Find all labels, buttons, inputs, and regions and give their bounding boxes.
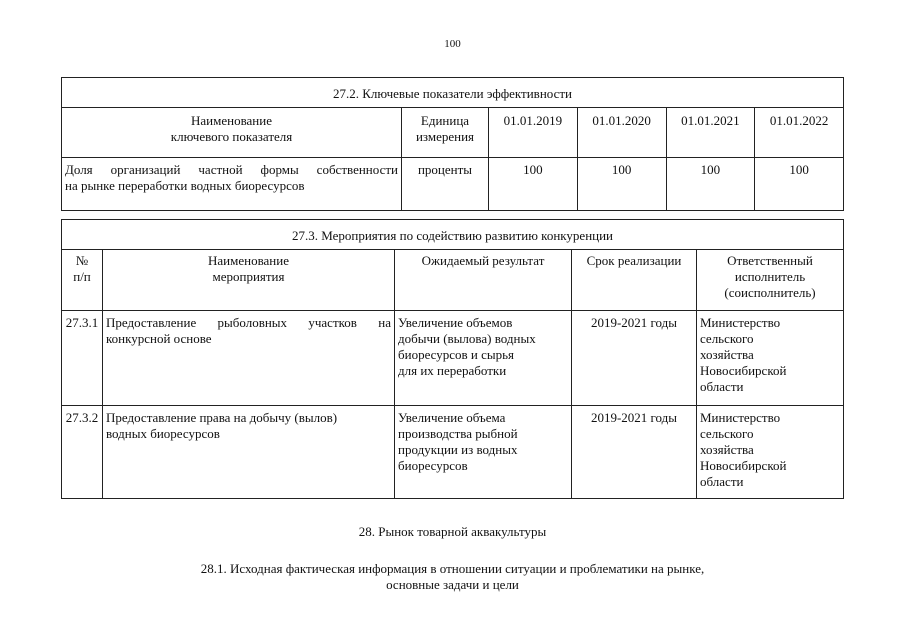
events-header-row bbox=[62, 250, 844, 311]
event-term: 2019-2021 годы bbox=[572, 406, 697, 499]
section-heading: 28. Рынок товарной аквакультуры bbox=[358, 524, 547, 539]
page-number: 100 bbox=[444, 38, 461, 50]
kpi-header-date: 01.01.2020 bbox=[577, 108, 666, 158]
event-name bbox=[103, 311, 395, 406]
table-row bbox=[62, 158, 844, 211]
event-number: 27.3.2 bbox=[62, 406, 103, 499]
kpi-table bbox=[61, 77, 844, 211]
event-result-line: производства рыбной bbox=[398, 426, 518, 441]
kpi-indicator-name-line: на рынке переработки водных биоресурсов bbox=[65, 178, 305, 193]
kpi-header-date: 01.01.2022 bbox=[755, 108, 844, 158]
event-executor: Министерство сельского хозяйства Новосибирской области bbox=[697, 311, 844, 406]
event-name-line: Предоставление права на добычу (вылов) bbox=[106, 410, 338, 425]
event-name bbox=[103, 406, 395, 499]
table-row bbox=[62, 311, 844, 406]
kpi-indicator-name bbox=[62, 158, 402, 211]
kpi-indicator-name-line: Доля организаций частной формы собственности bbox=[65, 162, 398, 177]
kpi-header-date: 01.01.2021 bbox=[666, 108, 755, 158]
kpi-header-unit: Единица измерения bbox=[402, 108, 489, 158]
events-table bbox=[61, 219, 844, 499]
event-result bbox=[395, 311, 572, 406]
events-header-event: Наименование мероприятия bbox=[103, 250, 395, 311]
events-header-term: Срок реализации bbox=[572, 250, 697, 311]
event-result-line: добычи (вылова) водных bbox=[398, 331, 536, 346]
kpi-value: 100 bbox=[577, 158, 666, 211]
kpi-caption-row bbox=[62, 78, 844, 108]
kpi-header-name: Наименование ключевого показателя bbox=[62, 108, 402, 158]
event-result-line: биоресурсов и сырья bbox=[398, 347, 515, 362]
event-number: 27.3.1 bbox=[62, 311, 103, 406]
event-result-line: биоресурсов bbox=[398, 458, 468, 473]
kpi-header-date: 01.01.2019 bbox=[489, 108, 578, 158]
subsection-heading-line: 28.1. Исходная фактическая информация в отношении ситуации и проблематики на рынке, bbox=[200, 561, 705, 576]
kpi-caption: 27.2. Ключевые показатели эффективности bbox=[62, 78, 844, 108]
events-caption: 27.3. Мероприятия по содействию развитию конкуренции bbox=[62, 220, 844, 250]
events-header-no: № п/п bbox=[62, 250, 103, 311]
kpi-value: 100 bbox=[755, 158, 844, 211]
event-name-line: конкурсной основе bbox=[106, 331, 212, 346]
event-result-line: продукции из водных bbox=[398, 442, 518, 457]
event-executor: Министерство сельского хозяйства Новосибирской области bbox=[697, 406, 844, 499]
kpi-header-row bbox=[62, 108, 844, 158]
kpi-value: 100 bbox=[666, 158, 755, 211]
event-result bbox=[395, 406, 572, 499]
events-header-executor: Ответственный исполнитель (соисполнитель) bbox=[697, 250, 844, 311]
kpi-unit: проценты bbox=[402, 158, 489, 211]
event-name-line: Предоставление рыболовных участков на bbox=[106, 315, 391, 330]
event-result-line: для их переработки bbox=[398, 363, 507, 378]
event-result-line: Увеличение объема bbox=[398, 410, 506, 425]
subsection-heading-line: основные задачи и цели bbox=[386, 577, 519, 592]
subsection-heading bbox=[0, 561, 905, 593]
event-term: 2019-2021 годы bbox=[572, 311, 697, 406]
kpi-value: 100 bbox=[489, 158, 578, 211]
events-caption-row bbox=[62, 220, 844, 250]
event-name-line: водных биоресурсов bbox=[106, 426, 220, 441]
event-result-line: Увеличение объемов bbox=[398, 315, 513, 330]
events-header-result: Ожидаемый результат bbox=[395, 250, 572, 311]
table-row bbox=[62, 406, 844, 499]
